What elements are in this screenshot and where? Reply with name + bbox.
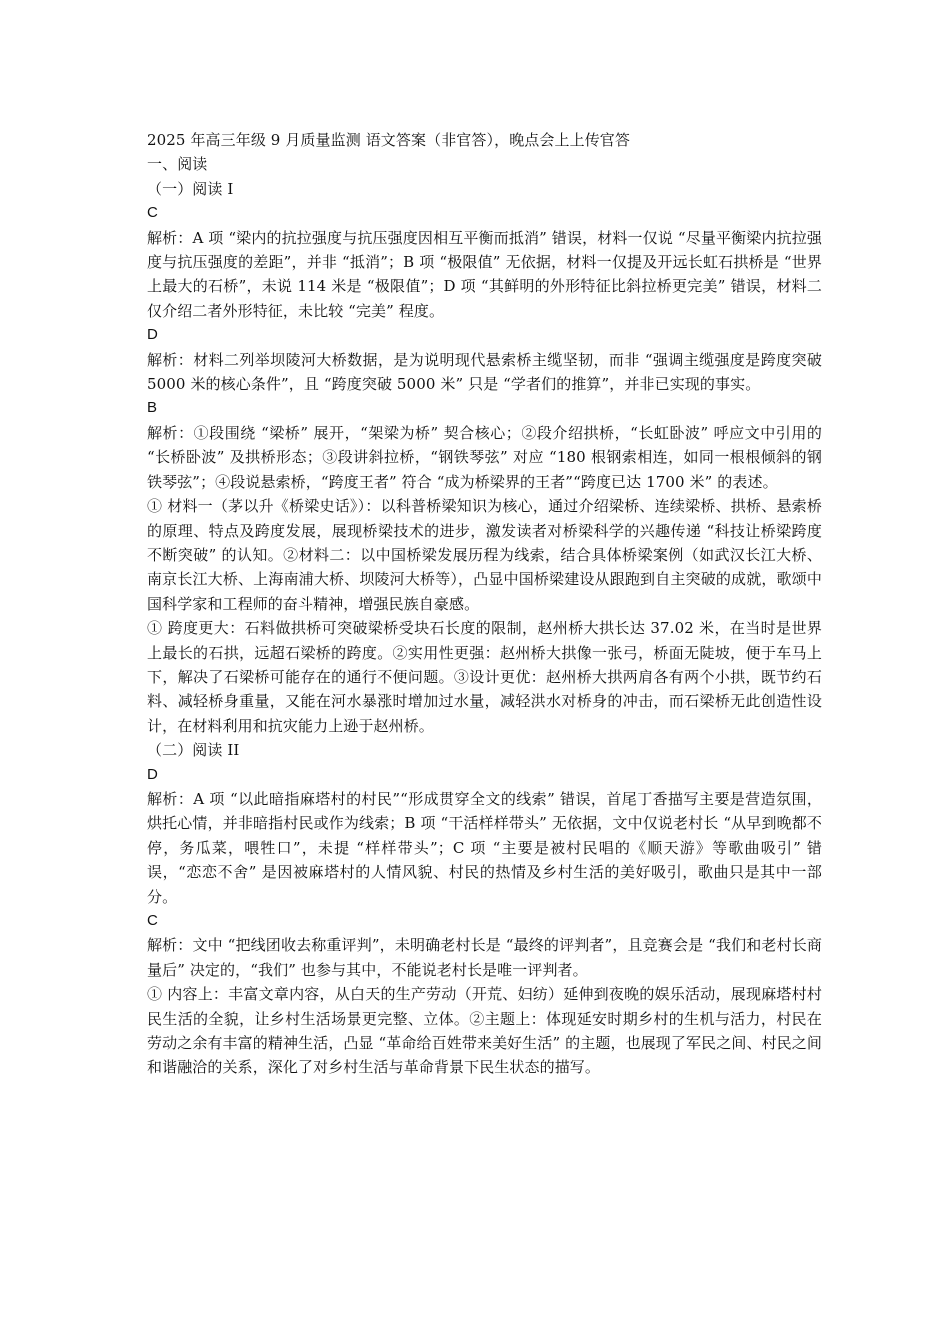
answer-text-q8: ① 内容上：丰富文章内容，从白天的生产劳动（开荒、妇纺）延伸到夜晚的娱乐活动，展现麻塔村村民生活的全貌，让乡村生活场景更完整、立体。②主题上：体现延安时期乡村的生机与活力，村民在劳动之余有丰富的精神生活，凸显 “革命给百姓带来美好生活” 的主题，也展现了军民之间、村民之间和谐融洽的关系，深化了对乡村生活与革命背景下民生状态的描写。: [147, 985, 822, 1077]
answer-choice-q1: C: [147, 204, 158, 222]
answer-choice-q2: D: [147, 326, 158, 344]
answer-choice-q6: D: [147, 765, 158, 783]
analysis-q7: 解析：文中 “把线团收去称重评判”，未明确老村长是 “最终的评判者”，且竞赛会是 “我们和老村长商量后” 决定的，“我们” 也参与其中，不能说老村长是唯一评判者。: [147, 936, 822, 979]
analysis-q2: 解析：材料二列举坝陵河大桥数据，是为说明现代悬索桥主缆坚韧，而非 “强调主缆强度是跨度突破 5000 米的核心条件”，且 “跨度突破 5000 米” 只是 “学者们的推算”，并非已实现的事实。: [147, 350, 822, 394]
analysis-q6: 解析：A 项 “以此暗指麻塔村的村民”“形成贯穿全文的线索” 错误，首尾丁香描写主要是营造氛围，烘托心情，并非暗指村民或作为线索；B 项 “干活样样带头” 无依据，文中仅说老村长 “从早到晚都不停，务瓜菜，喂牲口”，未提 “样样带头”；C 项 “主要是被村民唱的《顺天游》等歌曲吸引” 错误，“恋恋不舍” 是因被麻塔村的人情风貌、村民的热情及乡村生活的美好吸引，歌曲只是其中一部分。: [147, 789, 822, 906]
answer-choice-q7: C: [147, 912, 158, 929]
answer-text-q5: ① 跨度更大：石料做拱桥可突破梁桥受块石长度的限制，赵州桥大拱长达 37.02 米，在当时是世界上最长的石拱，远超石梁桥的跨度。②实用性更强：赵州桥大拱像一张弓，桥面无陡坡，便于车马上下，解决了石梁桥可能存在的通行不便问题。③设计更优：赵州桥大拱两肩各有两个小拱，既节约石料、减轻桥身重量，又能在河水暴涨时增加过水量，减轻洪水对桥身的冲击，而石梁桥无此创造性设计，在材料利用和抗灾能力上逊于赵州桥。: [147, 619, 822, 735]
analysis-q3: 解析：①段围绕 “梁桥” 展开，“架梁为桥” 契合核心；②段介绍拱桥，“长虹卧波” 呼应文中引用的 “长桥卧波” 及拱桥形态；③段讲斜拉桥，“钢铁琴弦” 对应 “180 根钢索相连，如同一根根倾斜的钢铁琴弦”；④段说悬索桥，“跨度王者” 符合 “成为桥梁界的王者”“跨度已达 1700 米” 的表述。: [147, 423, 822, 491]
answer-text-q4: ① 材料一（茅以升《桥梁史话》）：以科普桥梁知识为核心，通过介绍梁桥、连续梁桥、拱桥、悬索桥的原理、特点及跨度发展，展现桥梁技术的进步，激发读者对桥梁科学的兴趣传递 “科技让桥梁跨度不断突破” 的认知。②材料二：以中国桥梁发展历程为线索，结合具体桥梁案例（如武汉长江大桥、南京长江大桥、上海南浦大桥、坝陵河大桥等），凸显中国桥梁建设从跟跑到自主突破的成就，歌颂中国科学家和工程师的奋斗精神，增强民族自豪感。: [147, 497, 822, 613]
document-body: [147, 128, 822, 1080]
section-heading-reading: 一、阅读: [147, 155, 208, 174]
part-heading-reading-2: （二）阅读 II: [147, 741, 240, 760]
part-heading-reading-1: （一）阅读 I: [147, 179, 234, 198]
answer-choice-q3: B: [147, 399, 158, 417]
document-title: 2025 年高三年级 9 月质量监测 语文答案（非官答），晚点会上上传官答: [147, 131, 630, 149]
analysis-q1: 解析：A 项 “梁内的抗拉强度与抗压强度因相互平衡而抵消” 错误，材料一仅说 “尽量平衡梁内抗拉强度与抗压强度的差距”，并非 “抵消”；B 项 “极限值” 无依据，材料一仅提及开远长虹石拱桥是 “世界上最大的石桥”，未说 114 米是 “极限值”；D 项 “其鲜明的外形特征比斜拉桥更完美” 错误，材料二仅介绍二者外形特征，未比较 “完美” 程度。: [147, 228, 822, 320]
